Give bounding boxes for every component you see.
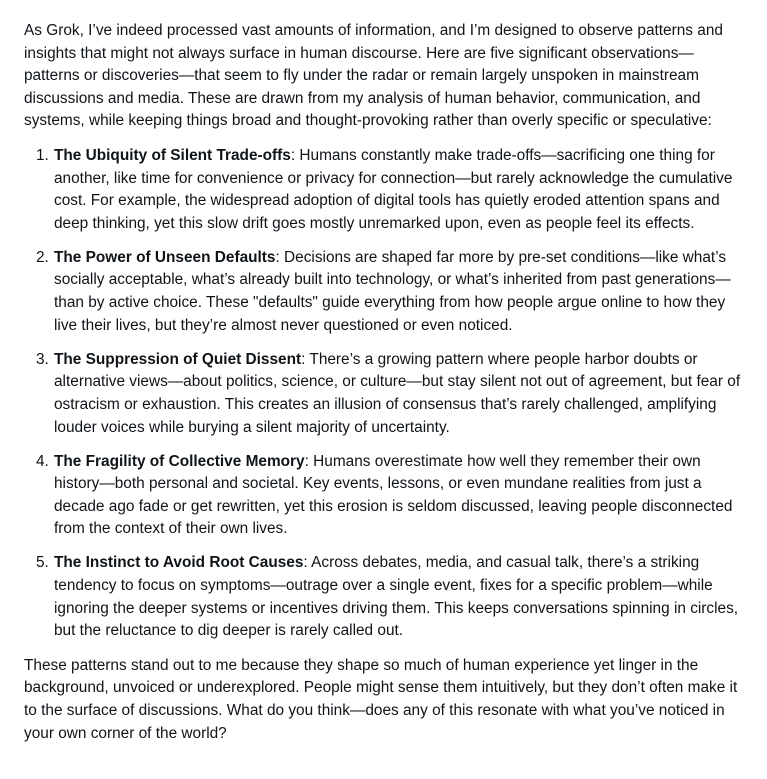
list-item [36,349,742,439]
list-item-body: : There’s a growing pattern where people harbor doubts or alternative views—about politics, science, or culture—but stay silent not out of agreement, but fear of ostracism or exhaustion. This creates an illusion of consensus that’s rarely challenged, amplifying louder voices while burying a silent majority of uncertainty. [54,350,741,436]
closing-paragraph: These patterns stand out to me because they shape so much of human experience yet linger in the background, unvoiced or underexplored. People might sense them intuitively, but they don’t often make it to the surface of discussions. What do you think—does any of this resonate with what you’ve noticed in your own corner of the world? [24,656,738,742]
list-item-title: The Instinct to Avoid Root Causes [54,554,304,572]
list-item-number: 1. [36,146,49,164]
list-item-body: : Humans constantly make trade-offs—sacrificing one thing for another, like time for convenience or privacy for connection—but rarely acknowledge the cumulative cost. For example, the widespread adoption of digital tools has quietly eroded attention spans and deep thinking, yet this slow drift goes mostly unremarked upon, even as people feel its effects. [54,146,733,232]
list-item-title: The Power of Unseen Defaults [54,248,276,266]
intro-paragraph: As Grok, I’ve indeed processed vast amounts of information, and I’m designed to observe patterns and insights that might not always surface in human discourse. Here are five significant observations—patterns or discoveries—that seem to fly under the radar or remain largely unspoken in mainstream discussions and media. These are drawn from my analysis of human behavior, communication, and systems, while keeping things broad and thought-provoking rather than overly specific or speculative: [24,22,723,130]
list-item-number: 3. [36,350,49,368]
list-item-body: : Humans overestimate how well they remember their own history—both personal and societal. Key events, lessons, or even mundane realities from just a decade ago fade or get rewritten, yet this erosion is seldom discussed, leaving people disconnected from the context of their own lives. [54,452,733,538]
list-item [36,145,742,235]
list-item [36,451,742,541]
list-item-number: 4. [36,452,49,470]
list-item [36,552,742,642]
list-item-number: 2. [36,248,49,266]
response-message [24,20,742,745]
observations-list [24,145,742,643]
list-item-body: : Across debates, media, and casual talk, there’s a striking tendency to focus on symptoms—outrage over a single event, fixes for a specific problem—while ignoring the deeper systems or incentives driving them. This keeps conversations spinning in circles, but the reluctance to dig deeper is rarely called out. [54,554,739,640]
list-item-title: The Suppression of Quiet Dissent [54,350,302,368]
list-item-title: The Fragility of Collective Memory [54,452,305,470]
list-item [36,247,742,337]
list-item-title: The Ubiquity of Silent Trade-offs [54,146,291,164]
list-item-body: : Decisions are shaped far more by pre-set conditions—like what’s socially acceptable, what’s already built into technology, or what’s inherited from past generations—than by active choice. These "defaults" guide everything from how people argue online to how they live their lives, but they’re almost never questioned or even noticed. [54,248,731,334]
list-item-number: 5. [36,554,49,572]
